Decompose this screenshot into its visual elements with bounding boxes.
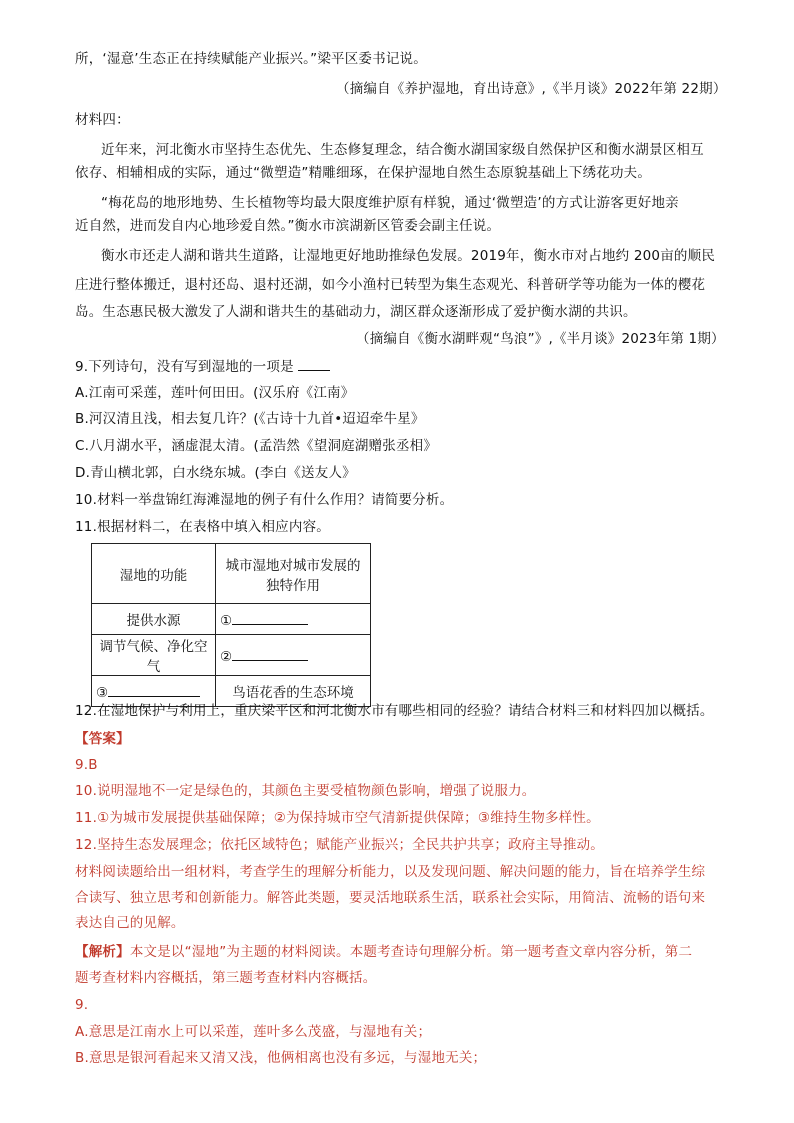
analysis-line: 9. — [75, 997, 89, 1013]
answer-line: 9.B — [75, 757, 98, 773]
text-line: 所，‘湿意’生态正在持续赋能产业振兴。”梁平区委书记说。 — [75, 51, 427, 67]
analysis-line: 题考查材料内容概括，第三题考查材料内容概括。 — [75, 970, 377, 986]
text-line: 近自然，进而发自内心地珍爱自然。”衡水市滨湖新区管委会副主任说。 — [75, 218, 501, 234]
answer-line: 10.说明湿地不一定是绿色的，其颜色主要受植物颜色影响，增强了说服力。 — [75, 783, 536, 799]
answer-blank — [108, 682, 200, 697]
wetland-function-table — [91, 543, 371, 707]
option-d: D.青山横北郭，白水绕东城。(李白《送友人》 — [75, 465, 356, 481]
option-c: C.八月湖水平，涵虚混太清。(孟浩然《望洞庭湖赠张丞相》 — [75, 438, 438, 454]
text-line: 近年来，河北衡水市坚持生态优先、生态修复理念，结合衡水湖国家级自然保护区和衡水湖景区相互 — [101, 142, 704, 158]
answer-line: 表达自己的见解。 — [75, 915, 185, 931]
option-a: A.江南可采莲，莲叶何田田。(汉乐府《江南》 — [75, 385, 355, 401]
text-line: 岛。生态惠民极大激发了人湖和谐共生的基础动力，湖区群众逐渐形成了爱护衡水湖的共识。 — [75, 304, 637, 320]
table-header-function: 湿地的功能 — [92, 544, 216, 604]
answer-blank — [232, 610, 308, 625]
answer-line: 合读写、独立思考和创新能力。解答此类题，要灵活地联系生活，联系社会实际，用简洁、流畅的语句来 — [75, 890, 706, 906]
question-11: 11.根据材料二，在表格中填入相应内容。 — [75, 519, 330, 535]
text-line: 依存、相辅相成的实际，通过“微塑造”精雕细琢，在保护湿地自然生态原貌基础上下绣花功夫。 — [75, 165, 652, 181]
text-line: 衡水市还走人湖和谐共生道路，让湿地更好地助推绿色发展。2019年，衡水市对占地约 200亩的顺民 — [101, 248, 716, 264]
analysis-line: A.意思是江南水上可以采莲，莲叶多么茂盛，与湿地有关； — [75, 1024, 432, 1040]
table-cell: 提供水源 — [92, 604, 216, 635]
question-9: 9.下列诗句，没有写到湿地的一项是 — [75, 356, 330, 377]
section-heading: 材料四： — [75, 112, 130, 128]
answer-heading: 【答案】 — [75, 731, 130, 747]
question-12: 12.在湿地保护与利用上，重庆梁平区和河北衡水市有哪些相同的经验？请结合材料三和材料四加以概括。 — [75, 703, 714, 719]
text-line: “梅花岛的地形地势、生长植物等均最大限度维护原有样貌，通过‘微塑造’的方式让游客更好地亲 — [101, 195, 679, 211]
table-cell: ① — [216, 604, 371, 635]
text-line: 庄进行整体搬迁，退村还岛、退村还湖，如今小渔村已转型为集生态观光、科普研学等功能为一体的樱花 — [75, 277, 706, 293]
source-citation: （摘编自《衡水湖畔观“鸟浪”》,《半月谈》2023年第 1期） — [356, 331, 725, 347]
question-10: 10.材料一举盘锦红海滩湿地的例子有什么作用？请简要分析。 — [75, 492, 454, 508]
answer-line: 11.①为城市发展提供基础保障；②为保持城市空气清新提供保障；③维持生物多样性。 — [75, 810, 600, 826]
option-b: B.河汉清且浅，相去复几许？(《古诗十九首•迢迢牵牛星》 — [75, 411, 425, 427]
answer-line: 12.坚持生态发展理念；依托区域特色；赋能产业振兴；全民共护共享；政府主导推动。 — [75, 837, 604, 853]
answer-blank — [298, 356, 330, 371]
table-cell: 调节气候、净化空气 — [92, 635, 216, 676]
answer-blank — [232, 646, 308, 661]
answer-line: 材料阅读题给出一组材料，考查学生的理解分析能力，以及发现问题、解决问题的能力，旨在培养学生综 — [75, 864, 706, 880]
table-cell: ② — [216, 635, 371, 676]
source-citation: （摘编自《养护湿地，育出诗意》,《半月谈》2022年第 22期） — [336, 81, 727, 97]
table-cell: 鸟语花香的生态环境 — [216, 676, 371, 707]
table-cell: ③ — [92, 676, 216, 707]
analysis-line: B.意思是银河看起来又清又浅，他俩相离也没有多远，与湿地无关； — [75, 1050, 487, 1066]
analysis-line: 【解析】本文是以“湿地”为主题的材料阅读。本题考查诗句理解分析。第一题考查文章内容分析，第二 — [75, 944, 693, 960]
table-header-role: 城市湿地对城市发展的 独特作用 — [216, 544, 371, 604]
